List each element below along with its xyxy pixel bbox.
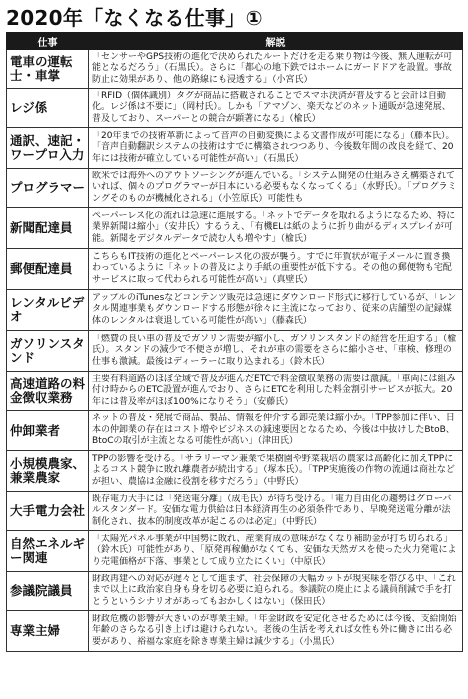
table-row — [7, 372, 463, 411]
job-name: ガソリンスタンド — [7, 331, 89, 372]
job-description: こちらもIT技術の進化とペーパーレス化の波が襲う。すでに年賀状が電子メールに置き換わっているように「ネットの普及により手紙の重要性が低下する。その他の郵便物も宅配サービスに取って代わられる可能性が高い」（真壁氏） — [92, 251, 452, 285]
job-description: 財政危機の影響が大きいのが専業主婦。「年金財政を安定化させるためには今後、支給開始年齢のさらなる引き上げは避けられない。老後の生活を考えれば女性も外に働きに出る必要があり、裕福な家庭を除き専業主婦は減少する」（小黒氏） — [92, 613, 457, 647]
job-description-cell — [89, 290, 463, 331]
table-row — [7, 531, 463, 572]
job-name: 新聞配達員 — [7, 208, 89, 249]
job-name: プログラマー — [7, 169, 89, 208]
job-description: ペーパーレス化の流れは急速に進展する。「ネットでデータを取れるようになるため、特に業界新聞は縮小」（安井氏）するうえ、「有機ELは紙のように折り曲がるディスプレイが可能。新聞をデジタルデータで読む人も増やす」（楡氏） — [92, 210, 456, 244]
job-name: レジ係 — [7, 89, 89, 128]
desc-column-header: 解説 — [89, 33, 463, 50]
table-row — [7, 128, 463, 169]
job-column-header: 仕事 — [7, 33, 89, 50]
job-description-cell — [89, 128, 463, 169]
job-description: 既存電力大手には「発送電分離」（成毛氏）が待ち受ける。「電力自由化の趨勢はグローバルスタンダード。安価な電力供給は日本経済再生の必須条件であり、早晩発送電分離が法制化され、抜本的制度改革が起こるのは必定」（中野氏） — [92, 493, 452, 527]
table-row — [7, 50, 463, 89]
job-name: 通訳、速記・ワープロ入力 — [7, 128, 89, 169]
table-row — [7, 331, 463, 372]
job-description-cell — [89, 331, 463, 372]
job-description: ネットの普及・発展で商品、製品、情報を仲介する卸売業は縮小か。「TPP参加に伴い、日本の仲卸業の存在はコスト増やビジネスの減速要因となるため、今後は中抜けしたBtoB、BtoCの取引が主流となる可能性が高い」（津田氏） — [92, 413, 455, 447]
table-row — [7, 169, 463, 208]
table-row — [7, 290, 463, 331]
job-description-cell — [89, 249, 463, 290]
job-description: 「20年までの技術革新によって音声の自動変換による文書作成が可能になる」（藤本氏）。「音声自動翻訳システムの技術はすでに構築されつつあり、今後数年間の改良を経て、20年には技術が確立している可能性が高い」（石黒氏） — [92, 130, 455, 164]
job-description-cell — [89, 611, 463, 652]
job-description-cell — [89, 411, 463, 451]
job-description-cell — [89, 492, 463, 531]
job-description: 「RFID（個体識別）タグが商品に搭載されることでスマホ決済が普及すると会計は自動化。レジ係は不要に」（岡村氏）。しかも「アマゾン、楽天などのネット通販が急速発展、普及しており、スーパーとの競合が顕著になる」（楡氏） — [92, 90, 451, 124]
job-description: アップルのiTunesなどコンテンツ販売は急速にダウンロード形式に移行しているが、「レンタル関連事業もダウンロードする形態が徐々に主流になっており、従来の店舗型の記録媒体のレンタルは衰退している可能性が高い」（藤森氏） — [92, 292, 457, 326]
job-name: 郵便配達員 — [7, 249, 89, 290]
job-name: レンタルビデオ — [7, 290, 89, 331]
job-description: 財政再建への対応が遅々として進まず、社会保障の大幅カットが現実味を帯びる中、「これまで以上に政治家自身も身を切る必要に迫られる。参議院の廃止による議員削減で手を打とうというシナリオがあってもおかしくはない」（保田氏） — [92, 573, 456, 607]
job-name: 電車の運転士・車掌 — [7, 50, 89, 89]
job-name: 仲卸業者 — [7, 411, 89, 451]
table-body — [7, 50, 463, 652]
table-row — [7, 89, 463, 128]
jobs-table — [6, 32, 463, 652]
job-description: 「太陽光パネル事業が中国勢に敗れ、産業育成の意味がなくなり補助金が打ち切られる」（鈴木氏）可能性があり、「原発再稼働がなくても、安価な天然ガスを使った火力発電により売電価格が下落、事業として成り立たにくい」（中原氏） — [92, 533, 457, 567]
job-description: 主要有料道路のほぼ全域で普及が進んだETCで料金徴収業務の需要は激減。「車両には組み付け時からのETC設置が進んでおり、さらにETCを利用した料金割引サービスが拡大。20年には普及率がほぼ100%になりそう」（安藤氏） — [92, 373, 456, 407]
job-name: 小規模農家、兼業農家 — [7, 451, 89, 492]
table-row — [7, 208, 463, 249]
job-description: 「燃費の良い車の普及でガソリン需要が縮小し、ガソリンスタンドの経営を圧迫する」（楡氏）。スタンドの減少で不便さが増し、それが車の需要をさらに縮小させ、「車検、修理の仕事も激減。最後はディーラーに取り込まれる」（鈴木氏） — [92, 333, 457, 367]
job-description-cell — [89, 50, 463, 89]
job-name: 参議院議員 — [7, 572, 89, 611]
job-description-cell — [89, 89, 463, 128]
table-row — [7, 572, 463, 611]
job-description-cell — [89, 169, 463, 208]
job-description-cell — [89, 531, 463, 572]
job-description: 欧米では海外へのアウトソーシングが進んでいる。「システム開発の仕組みさえ構築されていれば、個々のプログラマーが日本にいる必要もなくなってくる」（水野氏）。「プログラミングそのものが機械化される」（小笠原氏）可能性も — [92, 170, 457, 204]
job-name: 専業主婦 — [7, 611, 89, 652]
job-description: 「センサーやGPS技術の進化で決められたルートだけを走る乗り物は今後、無人運転が可能となるだろう」（石黒氏）。さらに「都心の地下鉄ではホームにガードドアを設置。事故防止に効果があり、他の路線にも浸透する」（小宮氏） — [92, 51, 453, 85]
table-row — [7, 411, 463, 451]
job-name: 自然エネルギー関連 — [7, 531, 89, 572]
table-row — [7, 611, 463, 652]
table-row — [7, 249, 463, 290]
table-row — [7, 451, 463, 492]
job-description-cell — [89, 572, 463, 611]
job-name: 高速道路の料金徴収業務 — [7, 372, 89, 411]
page-title: 2020年「なくなる仕事」① — [6, 6, 263, 30]
table-header — [7, 33, 463, 50]
job-description-cell — [89, 208, 463, 249]
table-row — [7, 492, 463, 531]
job-description: TPPの影響を受ける。「サラリーマン兼業で果樹園や野菜栽培の農家は高齢化に加えTPPによるコスト競争に敗れ離農者が続出する」（塚本氏）。「TPP実施後の作物の流通は商社などが担い、農協は金融に役割を移すだろう」（中野氏） — [92, 453, 455, 487]
job-description-cell — [89, 372, 463, 411]
job-name: 大手電力会社 — [7, 492, 89, 531]
job-description-cell — [89, 451, 463, 492]
